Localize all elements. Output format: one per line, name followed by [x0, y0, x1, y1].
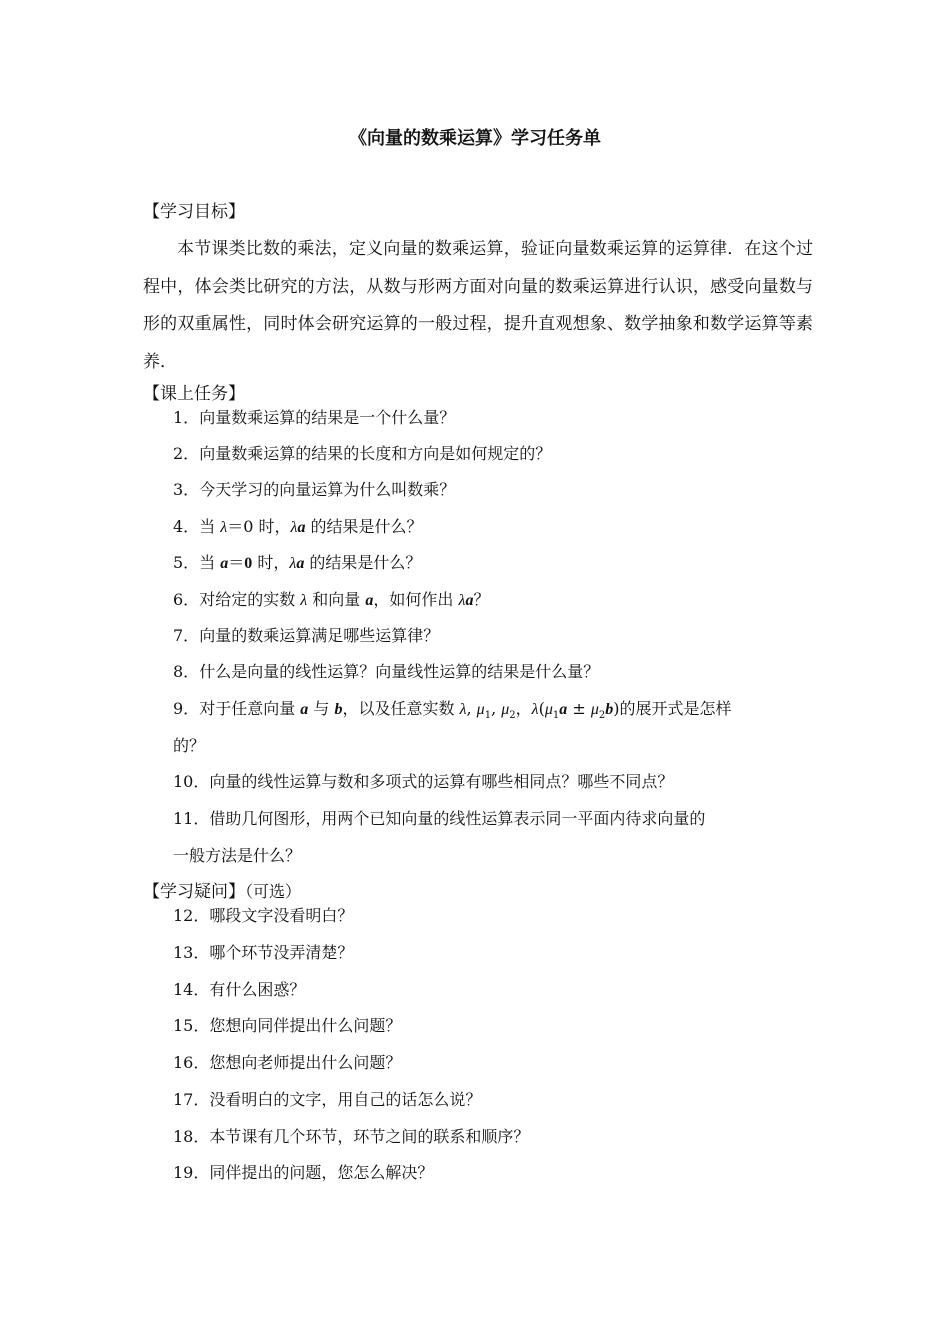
item-text: )的展开式是怎样	[613, 699, 732, 718]
item-text: 有什么困惑？	[209, 980, 306, 999]
item-number: 13．	[173, 943, 210, 962]
item-text: 没看明白的文字，用自己的话怎么说？	[209, 1090, 482, 1109]
math-lambda: λ	[300, 592, 308, 609]
item-text: ＝0 时，	[227, 517, 291, 536]
task-item-11-continuation: 一般方法是什么？	[173, 846, 302, 865]
item-number: 9．	[173, 699, 200, 718]
item-text: 和向量	[307, 590, 366, 609]
task-item-4	[173, 516, 423, 539]
math-zero-vector: 0	[244, 555, 253, 572]
optional-label: （可选）	[245, 882, 302, 901]
item-text: 对给定的实数	[199, 590, 301, 609]
learning-goals-paragraph: 本节课类比数的乘法，定义向量的数乘运算，验证向量数乘运算的运算律．在这个过程中，体会类比研究的方法，从数与形两方面对向量的数乘运算进行认识，感受向量数与形的双重属性，同时体会研究运算的一般过程，提升直观想象、数学抽象和数学运算等素养．	[143, 239, 813, 372]
item-number: 11．	[173, 809, 210, 828]
item-text: 向量数乘运算的结果的长度和方向是如何规定的？	[199, 444, 552, 463]
item-text: 时，	[252, 553, 290, 572]
item-text: 同伴提出的问题，您怎么解决？	[209, 1163, 434, 1182]
task-item-9	[173, 698, 732, 727]
question-item-14	[173, 979, 305, 1001]
heading-text: 【学习疑问】	[143, 882, 245, 902]
math-mu: μ	[476, 701, 485, 718]
math-mu: μ	[590, 701, 599, 718]
question-item-18	[173, 1126, 529, 1148]
section-heading-learning-questions	[143, 881, 301, 903]
item-number: 7．	[173, 626, 200, 645]
item-number: 15．	[173, 1016, 210, 1035]
question-item-16	[173, 1052, 401, 1074]
question-item-19	[173, 1162, 433, 1184]
item-number: 10．	[173, 772, 210, 791]
item-text: ？	[473, 590, 490, 609]
item-number: 3．	[173, 480, 200, 499]
item-text: 借助几何图形，用两个已知向量的线性运算表示同一平面内待求向量的	[209, 809, 706, 828]
item-number: 18．	[173, 1127, 210, 1146]
question-item-12	[173, 905, 353, 927]
item-text: 对于任意向量	[199, 699, 301, 718]
item-text: ，	[515, 699, 532, 718]
item-text: ±	[567, 699, 591, 718]
item-text: 与	[308, 699, 335, 718]
task-item-2	[173, 443, 551, 465]
item-text: ，以及任意实数	[342, 699, 460, 718]
task-item-10	[173, 771, 673, 793]
math-vector-a: a	[220, 555, 229, 572]
task-item-5	[173, 552, 421, 575]
task-item-6	[173, 589, 489, 612]
task-item-1	[173, 407, 455, 429]
item-text: 什么是向量的线性运算？向量线性运算的结果是什么量？	[199, 662, 600, 681]
math-lambda: λ	[459, 701, 467, 718]
task-item-11	[173, 808, 705, 830]
item-number: 1．	[173, 408, 200, 427]
item-text: 当	[199, 553, 221, 572]
math-vector-b: b	[334, 701, 343, 718]
question-item-13	[173, 942, 353, 964]
task-item-7	[173, 625, 439, 647]
item-number: 2．	[173, 444, 200, 463]
math-lambda: λ	[220, 519, 228, 536]
page-title: 《向量的数乘运算》学习任务单	[349, 128, 601, 149]
task-item-9-continuation: 的？	[173, 736, 206, 755]
section-heading-learning-goals: 【学习目标】	[143, 202, 245, 222]
item-text: 的结果是什么？	[305, 517, 423, 536]
item-text: ,	[466, 699, 477, 718]
math-subscript: 1	[552, 710, 560, 722]
item-number: 8．	[173, 662, 200, 681]
math-subscript: 1	[484, 710, 492, 722]
item-text: 向量数乘运算的结果是一个什么量？	[199, 408, 456, 427]
math-vector-a: a	[365, 592, 374, 609]
item-text: 哪个环节没弄清楚？	[209, 943, 354, 962]
item-text: 哪段文字没看明白？	[209, 906, 354, 925]
math-vector-a: a	[297, 519, 306, 536]
item-text: 当	[199, 517, 221, 536]
math-subscript: 2	[598, 710, 606, 722]
item-number: 12．	[173, 906, 210, 925]
section-heading-class-tasks: 【课上任务】	[143, 384, 245, 404]
math-lambda: λ	[531, 701, 539, 718]
math-vector-a: a	[300, 701, 309, 718]
question-item-17	[173, 1089, 481, 1111]
item-text: 向量的线性运算与数和多项式的运算有哪些相同点？哪些不同点？	[209, 772, 674, 791]
item-number: 5．	[173, 553, 200, 572]
item-number: 4．	[173, 517, 200, 536]
item-number: 19．	[173, 1163, 210, 1182]
item-text: 您想向同伴提出什么问题？	[209, 1016, 402, 1035]
math-vector-a: a	[465, 592, 474, 609]
item-text: ，如何作出	[373, 590, 459, 609]
item-text: 本节课有几个环节，环节之间的联系和顺序？	[209, 1127, 530, 1146]
math-vector-a: a	[559, 701, 568, 718]
math-lambda: λ	[458, 592, 466, 609]
item-text: (	[538, 699, 545, 718]
task-item-8	[173, 661, 599, 683]
item-text: 今天学习的向量运算为什么叫数乘？	[199, 480, 456, 499]
item-number: 16．	[173, 1053, 210, 1072]
math-mu: μ	[501, 701, 510, 718]
item-text: 的结果是什么？	[304, 553, 422, 572]
item-text: ＝	[228, 553, 245, 572]
item-text: ,	[491, 699, 502, 718]
task-item-3	[173, 479, 455, 501]
math-subscript: 2	[509, 710, 516, 722]
item-number: 14．	[173, 980, 210, 999]
item-text: 向量的数乘运算满足哪些运算律？	[199, 626, 440, 645]
question-item-15	[173, 1015, 401, 1037]
math-vector-b: b	[605, 701, 614, 718]
math-lambda: λ	[290, 519, 298, 536]
math-lambda: λ	[289, 555, 297, 572]
item-number: 6．	[173, 590, 200, 609]
math-vector-a: a	[296, 555, 305, 572]
math-mu: μ	[544, 701, 553, 718]
item-number: 17．	[173, 1090, 210, 1109]
item-text: 您想向老师提出什么问题？	[209, 1053, 402, 1072]
